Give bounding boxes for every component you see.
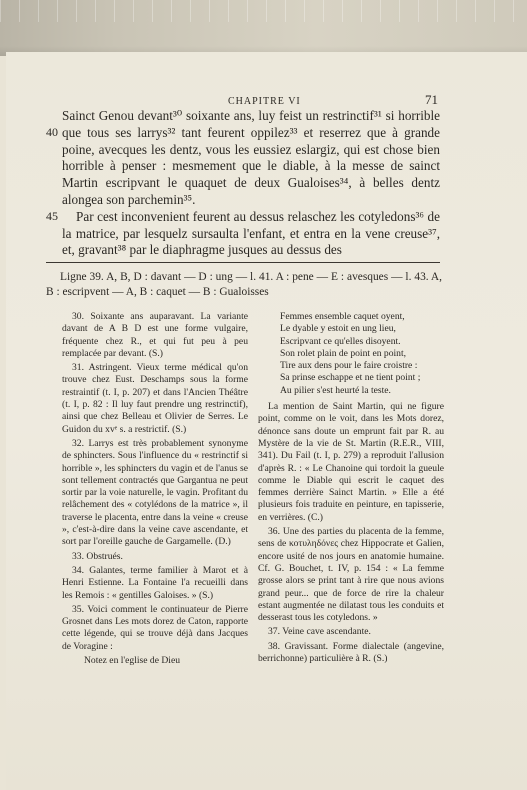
verse-block [258, 311, 444, 397]
note-31: 31. Astringent. Vieux terme médical qu'on trouve chez Eust. Deschamps sous la forme restraintif (t. I, p. 207) et dans l'Ancien Théâtre (t. I, p. 82 : Il luy faut prendre ung restrinctif), ainsi que chez Belleau et Olivier de Serres. Le Guidon du xvᵉ s. a restrictif. (S.) [62, 362, 248, 435]
top-edge-strip [0, 0, 527, 56]
variant-readings: Ligne 39. A, B, D : davant — D : ung — l. 41. A : pene — E : avesques — l. 43. A, B : escripvent — A, B : caquet — B : Gualoisses [46, 271, 442, 298]
note-35: 35. Voici comment le continuateur de Pierre Grosnet dans Les mots dorez de Caton, rapporte cette légende, qui se trouve déjà dans Jacques de Voragine : [62, 603, 248, 652]
note-30: 30. Soixante ans auparavant. La variante davant de A B D est une forme vulgaire, fréquente chez R., et qui fut peu à peu remplacée par devant. (S.) [62, 311, 248, 359]
notes-column-right [258, 311, 444, 667]
separator-rule [46, 262, 440, 263]
note-38: 38. Gravissant. Forme dialectale (angevine, berrichonne) particulière à R. (S.) [258, 640, 444, 665]
verse-line: Son rolet plain de point en point, [280, 347, 407, 359]
verse-line: Au pilier s'est heurté la teste. [280, 384, 391, 396]
note-37: 37. Veine cave ascendante. [268, 626, 371, 638]
note-34: 34. Galantes, terme familier à Marot et à Henri Estienne. La Fontaine l'a recueilli dans les Remois : « gentilles Galoises. » (S.) [62, 564, 248, 601]
chapter-heading: CHAPITRE VI [228, 96, 301, 107]
note-33: 33. Obstrués. [72, 550, 123, 562]
note-36: 36. Une des parties du placenta de la femme, sens de κοτυληδόνες chez Hippocrate et Galien, encore usité de nos jours en anatomie humaine. Cf. G. Bouchet, t. IV, p. 154 : « La femme grosse alors se print tant à rire que nous avions grand peur... que de force de rire la chaleur estant augmentée ne dilatast tous les conduits et desserast tous les cotyledons. » [258, 526, 444, 624]
verse-line: Sa prinse eschappe et ne tient point ; [280, 372, 421, 384]
note-35-continued: La mention de Saint Martin, qui ne figure point, comme on le voit, dans les Mots dorez, dénonce sans doute un emprunt fait par R. au Mystère de la vie de St. Martin (R.E.R., VIII, 341). Du Fail (t. I, p. 279) a reproduit l'allusion d'après R. : « Le Chanoine qui tordoit la gueule comme le Diable qui escrit le caquet des femmes derrière Sainct Martin. » Elle a été plusieurs fois traduite en peinture, en tapisserie, en verrières. (C.) [258, 401, 444, 523]
main-text [62, 108, 440, 259]
line-number-45: 45 [46, 209, 58, 223]
page-number: 71 [425, 92, 438, 107]
verse-line-left: Notez en l'eglise de Dieu [84, 655, 181, 667]
note-32: 32. Larrys est très probablement synonyme de sphincters. Sous l'influence du « restrinctif si horrible », les sphincters du vagin et de l'anus se sont tellement contractés que Gargantua ne peut sortir par la voie naturelle, le vagin. Profitant du relâchement des « cotylédons de la matrice », il traverse le placenta, entre dans la veine « creuse », c'est-à-dire dans la veine cave ascendante, et sort par l'oreille gauche de Gargamelle. (D.) [62, 437, 248, 548]
line-number-40: 40 [46, 125, 58, 139]
main-paragraph-1: Sainct Genou devant³⁰ soixante ans, luy feist un restrinctif³¹ si horrible que tous ses larrys³² tant feurent oppilez³³ et reserrez que à grande poine, avecques les dentz, vous les eussiez eslargiz, qui est chose bien horrible à penser : mesmement que le diable, à la messe de sainct Martin escripvant le quaquet de deux Gualoises³⁴, à belles dentz alongea son parchemin³⁵. [62, 108, 440, 207]
notes-column-left [62, 311, 248, 667]
verse-line: Escripvant ce qu'elles disoyent. [280, 335, 401, 347]
verse-line: Femmes ensemble caquet oyent, [280, 311, 405, 322]
verse-line: Le dyable y estoit en ung lieu, [280, 323, 396, 335]
verse-line: Tire aux dens pour le faire croistre : [280, 360, 418, 372]
top-edge-texture [0, 0, 527, 22]
main-paragraph-2: Par cest inconvenient feurent au dessus relaschez les cotyledons³⁶ de la matrice, par lesquelz sursaulta l'enfant, et entra en la vene creuse³⁷, et, gravant³⁸ par le diaphragme jusques au dessus des [62, 208, 440, 258]
